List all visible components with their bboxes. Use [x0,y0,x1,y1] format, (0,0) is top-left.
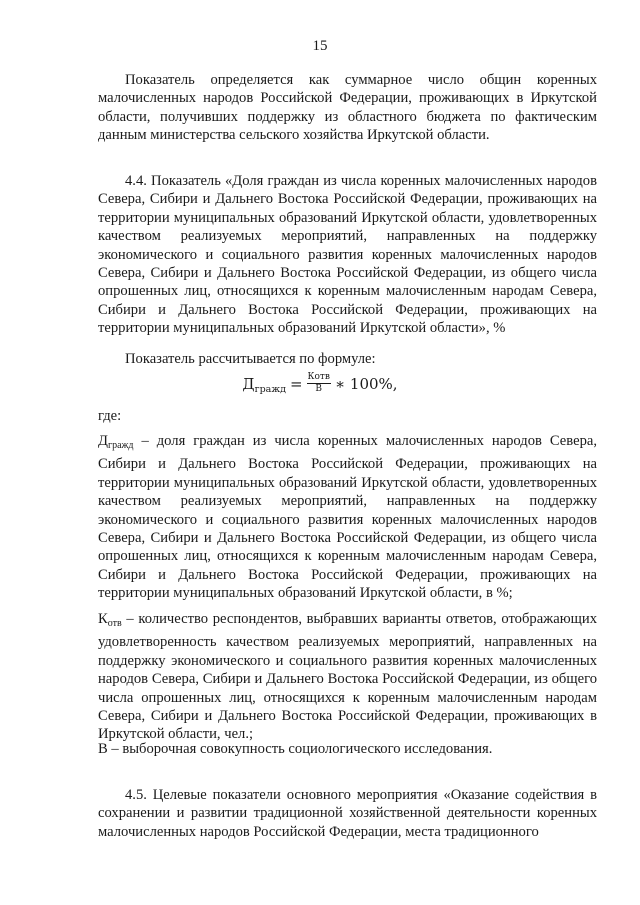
formula-lhs: $Д_{гражд}$ [242,374,286,395]
formula-fraction [307,372,331,395]
definition-b: В – выборочная совокупность социологического исследования. [98,741,493,757]
formula-numerator: Котв [307,372,330,382]
definition-d-symbol: $Д_{гражд}$ [98,433,134,451]
definition-k-symbol: $К_{отв}$ [98,611,122,629]
formula [0,372,640,395]
formula-intro: Показатель рассчитывается по формуле: [125,351,376,367]
formula-equals: = [289,374,303,393]
page-number: 15 [312,38,328,54]
definition-d-gragd: $Д_{гражд}$ – доля граждан из числа коренных малочисленных народов Севера, Сибири и Дальнего Востока Российской Федерации, проживающих на территории муниципальных образований Иркутской области, удовлетворенных качеством реализуемых мероприятий, направленных на поддержку экономического и социального развития коренных малочисленных народов Севера, Сибири и Дальнего Востока Российской Федерации, из общего числа опрошенных лиц, относящихся к коренным малочисленным народам Севера, Сибири и Дальнего Востока Российской Федерации, проживающих на территории муниципальных образований Иркутской области, в %; [98,433,597,602]
paragraph-4-5: 4.5. Целевые показатели основного мероприятия «Оказание содействия в сохранении и развитии традиционной хозяйственной деятельности коренных малочисленных народов Российской Федерации, места традиционного [98,787,597,840]
formula-denominator: В [315,384,323,394]
formula-tail: ∗ 100%, [334,374,398,393]
paragraph-community-indicator: Показатель определяется как суммарное число общин коренных малочисленных народов Российской Федерации, проживающих в Иркутской области, получивших поддержку из областного бюджета по фактическим данным министерства сельского хозяйства Иркутской области. [98,72,597,144]
paragraph-4-4: 4.4. Показатель «Доля граждан из числа коренных малочисленных народов Севера, Сибири и Дальнего Востока Российской Федерации, проживающих на территории муниципальных образований Иркутской области, удовлетворенных качеством реализуемых мероприятий, направленных на поддержку экономического и социального развития коренных малочисленных народов Севера, Сибири и Дальнего Востока Российской Федерации, из общего числа опрошенных лиц, относящихся к коренным малочисленным народам Севера, Сибири и Дальнего Востока Российской Федерации, проживающих на территории муниципальных образований Иркутской области», % [98,173,597,337]
where-label: где: [98,408,122,424]
definition-k-otv: $К_{отв}$ – количество респондентов, выбравших варианты ответов, отображающих удовлетворенность качеством реализуемых мероприятий, направленных на поддержку экономического и социального развития коренных малочисленных народов Севера, Сибири и Дальнего Востока Российской Федерации, из общего числа опрошенных лиц, относящихся к коренным малочисленным народам Севера, Сибири и Дальнего Востока Российской Федерации, проживающих в Иркутской области, чел.; [98,611,597,743]
